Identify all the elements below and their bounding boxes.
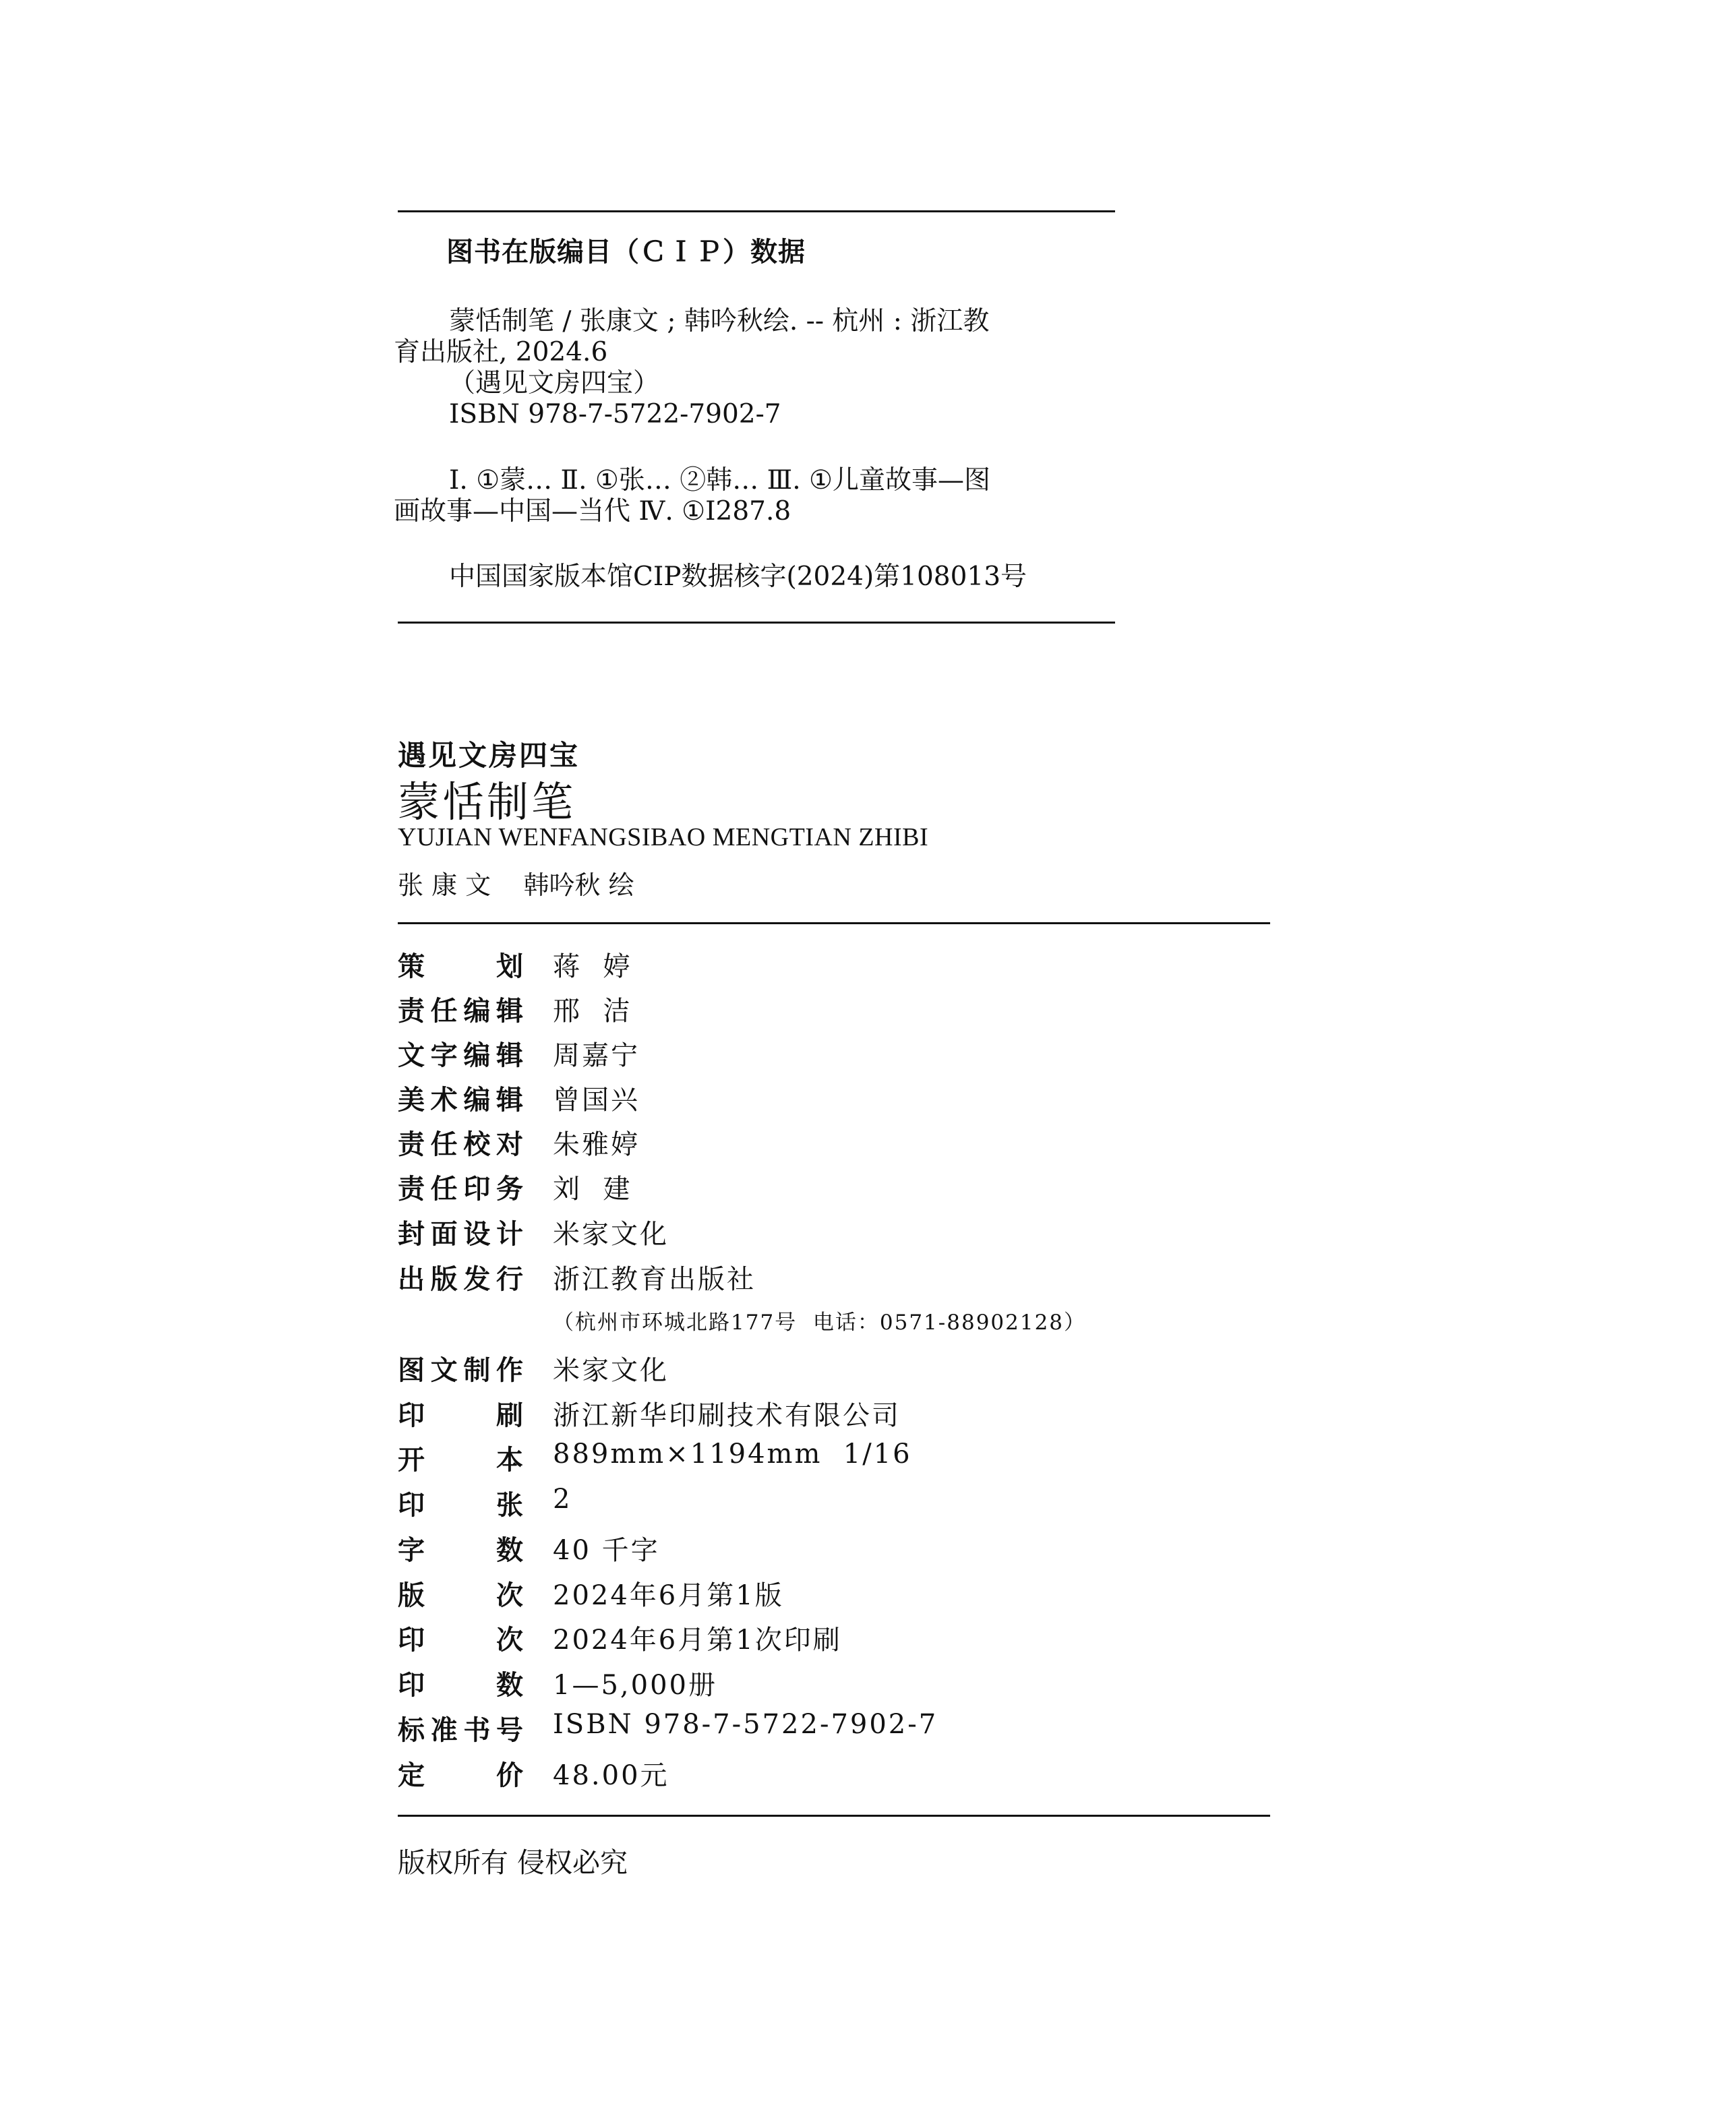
info-label-char: 文 (430, 1355, 458, 1386)
info-label-char: 定 (398, 1760, 425, 1791)
series-name: 遇见文房四宝 (398, 739, 580, 772)
info-label-char: 务 (496, 1174, 523, 1205)
cip-bottom-rule (398, 622, 1115, 624)
cip-line: （遇见文房四宝） (449, 368, 660, 398)
info-label-char: 编 (463, 996, 491, 1027)
info-label (398, 1529, 523, 1567)
info-value: 2024年6月第1版 (553, 1580, 784, 1611)
info-label-char: 计 (496, 1219, 523, 1250)
info-value: 周嘉宁 (553, 1040, 640, 1071)
info-label-char: 发 (463, 1264, 491, 1295)
info-label-char: 策 (398, 951, 425, 982)
info-label-char: 辑 (496, 1040, 523, 1071)
cip-line: 画故事—中国—当代 Ⅳ. ①I287.8 (394, 496, 791, 526)
info-label-char: 次 (496, 1580, 523, 1611)
info-label (398, 1258, 523, 1296)
info-label (398, 1574, 523, 1612)
info-label-char: 字 (398, 1535, 425, 1566)
info-label-char: 对 (496, 1129, 523, 1160)
info-label (398, 1394, 523, 1433)
info-value: 曾国兴 (553, 1085, 640, 1116)
info-label-char: 印 (398, 1625, 425, 1656)
cip-line: Ⅰ. ①蒙… Ⅱ. ①张… ②韩… Ⅲ. ①儿童故事—图 (449, 465, 990, 495)
info-label-char: 校 (463, 1129, 491, 1160)
info-label (398, 1439, 523, 1477)
info-value: 米家文化 (553, 1219, 669, 1250)
info-label (398, 1754, 523, 1792)
info-label-char: 字 (430, 1040, 458, 1071)
info-label-char: 次 (496, 1625, 523, 1656)
info-label (398, 1349, 523, 1387)
info-label-char: 号 (496, 1715, 523, 1746)
info-label-char: 责 (398, 1129, 425, 1160)
cip-top-rule (398, 210, 1115, 212)
info-label-char: 图 (398, 1355, 425, 1386)
info-label-char: 封 (398, 1219, 425, 1250)
info-value: 浙江新华印刷技术有限公司 (553, 1400, 901, 1431)
info-label (398, 1619, 523, 1657)
info-label (398, 1079, 523, 1117)
info-label-char: 印 (398, 1490, 425, 1521)
book-title: 蒙恬制笔 (398, 777, 576, 826)
info-value: 浙江教育出版社 (553, 1264, 756, 1295)
info-value: 蒋 婷 (553, 951, 632, 982)
info-label-char: 任 (430, 996, 458, 1027)
info-value: 889mm×1194mm 1/16 (553, 1439, 912, 1470)
info-value: 米家文化 (553, 1355, 669, 1386)
info-label-char: 任 (430, 1129, 458, 1160)
info-value: 2 (553, 1484, 572, 1515)
authors-line: 张 康 文 韩吟秋 绘 (398, 870, 634, 900)
info-value: 2024年6月第1次印刷 (553, 1625, 842, 1656)
info-label-char: 编 (463, 1085, 491, 1116)
info-label-char: 准 (430, 1715, 458, 1746)
info-label (398, 1484, 523, 1522)
info-label-char: 编 (463, 1040, 491, 1071)
info-label-char: 印 (463, 1174, 491, 1205)
info-label-char: 出 (398, 1264, 425, 1295)
info-value: 邢 洁 (553, 996, 632, 1027)
info-value: 朱雅婷 (553, 1129, 640, 1160)
publisher-address: （杭州市环城北路177号 电话：0571-88902128） (553, 1310, 1087, 1335)
cip-line: 育出版社, 2024.6 (394, 337, 608, 367)
info-label-char: 张 (496, 1490, 523, 1521)
info-label-char: 版 (430, 1264, 458, 1295)
info-label-char: 设 (463, 1219, 491, 1250)
info-label (398, 1168, 523, 1206)
info-bottom-rule (398, 1815, 1270, 1817)
cip-line: 中国国家版本馆CIP数据核字(2024)第108013号 (449, 562, 1027, 592)
info-label (398, 1664, 523, 1702)
info-label-char: 刷 (496, 1400, 523, 1431)
info-label-char: 本 (496, 1445, 523, 1476)
info-label-char: 印 (398, 1400, 425, 1431)
info-label-char: 开 (398, 1445, 425, 1476)
cip-title: 图书在版编目（ＣＩＰ）数据 (446, 237, 806, 268)
info-label-char: 辑 (496, 1085, 523, 1116)
info-label-char: 作 (496, 1355, 523, 1386)
info-label (398, 1034, 523, 1073)
info-value: 48.00元 (553, 1760, 669, 1791)
info-label-char: 辑 (496, 996, 523, 1027)
copyright-notice: 版权所有 侵权必究 (398, 1846, 628, 1879)
info-label-char: 书 (463, 1715, 491, 1746)
info-value: 刘 建 (553, 1174, 632, 1205)
info-label-char: 术 (430, 1085, 458, 1116)
cip-line: 蒙恬制笔 / 张康文 ; 韩吟秋绘. -- 杭州 : 浙江教 (449, 306, 990, 336)
cip-line: ISBN 978-7-5722-7902-7 (449, 399, 781, 429)
info-label (398, 1123, 523, 1162)
info-label-char: 面 (430, 1219, 458, 1250)
info-label-char: 文 (398, 1040, 425, 1071)
info-label (398, 945, 523, 984)
info-label-char: 印 (398, 1670, 425, 1701)
info-label-char: 责 (398, 996, 425, 1027)
info-top-rule (398, 922, 1270, 924)
info-label-char: 价 (496, 1760, 523, 1791)
info-value: ISBN 978-7-5722-7902-7 (553, 1709, 938, 1740)
book-title-pinyin: YUJIAN WENFANGSIBAO MENGTIAN ZHIBI (398, 823, 929, 851)
info-label-char: 划 (496, 951, 523, 982)
info-label-char: 数 (496, 1670, 523, 1701)
info-label-char: 美 (398, 1085, 425, 1116)
info-label (398, 990, 523, 1028)
info-label-char: 行 (496, 1264, 523, 1295)
info-value: 1—5,000册 (553, 1670, 717, 1701)
info-label-char: 责 (398, 1174, 425, 1205)
info-label-char: 数 (496, 1535, 523, 1566)
info-label (398, 1213, 523, 1251)
info-label-char: 制 (463, 1355, 491, 1386)
info-value: 40 千字 (553, 1535, 660, 1566)
info-label-char: 任 (430, 1174, 458, 1205)
info-label-char: 版 (398, 1580, 425, 1611)
info-label (398, 1709, 523, 1747)
info-label-char: 标 (398, 1715, 425, 1746)
